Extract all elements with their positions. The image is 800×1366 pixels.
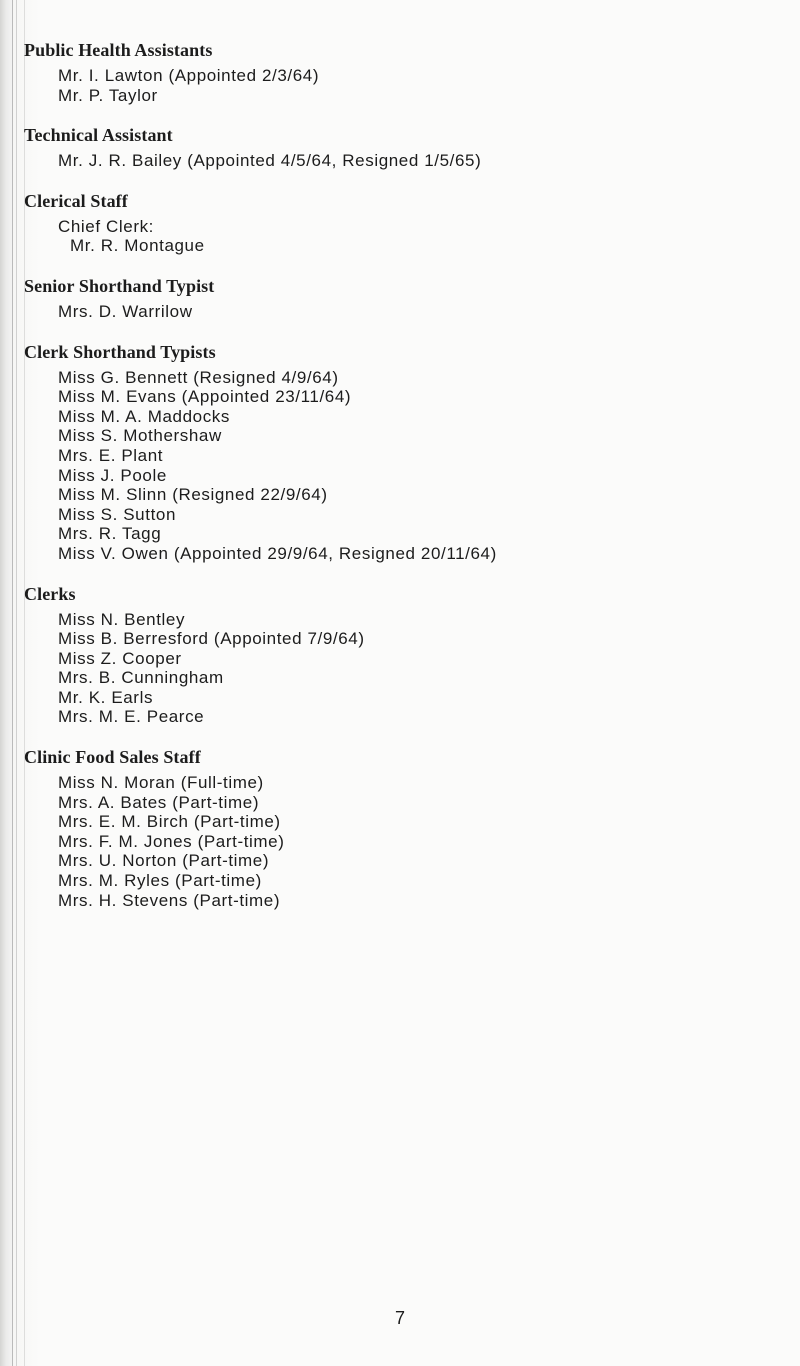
staff-entry: Miss M. A. Maddocks <box>58 406 230 426</box>
staff-list <box>24 38 764 928</box>
staff-entry: Mrs. M. E. Pearce <box>58 707 205 727</box>
staff-entry: Mr. J. R. Bailey (Appointed 4/5/64, Resigned 1/5/65) <box>58 151 482 171</box>
staff-entry: Miss S. Mothershaw <box>58 426 222 446</box>
section-title: Clerk Shorthand Typists <box>24 341 216 362</box>
staff-entry: Miss S. Sutton <box>58 504 176 524</box>
page-number: 7 <box>394 1308 405 1328</box>
staff-entry: Mr. P. Taylor <box>58 85 158 105</box>
binding-line <box>16 0 17 1366</box>
role-label: Chief Clerk: <box>58 216 155 236</box>
section-title: Senior Shorthand Typist <box>24 275 215 296</box>
staff-entry: Miss N. Bentley <box>58 609 186 629</box>
staff-entry: Mrs. A. Bates (Part-time) <box>58 792 260 812</box>
staff-entry: Miss V. Owen (Appointed 29/9/64, Resigned 20/11/64) <box>58 543 497 563</box>
staff-entry: Miss G. Bennett (Resigned 4/9/64) <box>58 367 339 387</box>
section-senior-shorthand-typist <box>24 274 764 322</box>
section-entries <box>24 610 764 728</box>
section-entries <box>24 217 764 256</box>
section-title: Clinic Food Sales Staff <box>24 747 201 768</box>
section-technical-assistant <box>24 123 764 171</box>
staff-entry: Miss N. Moran (Full-time) <box>58 773 264 793</box>
staff-entry: Miss M. Evans (Appointed 23/11/64) <box>58 387 352 407</box>
staff-entry: Miss J. Poole <box>58 465 167 485</box>
staff-entry: Mrs. E. M. Birch (Part-time) <box>58 812 281 832</box>
staff-entry: Mrs. F. M. Jones (Part-time) <box>58 831 285 851</box>
binding-line <box>12 0 13 1366</box>
staff-entry: Mrs. U. Norton (Part-time) <box>58 851 270 871</box>
staff-entry: Mrs. M. Ryles (Part-time) <box>58 871 262 891</box>
section-clerical-staff <box>24 189 764 256</box>
section-entries <box>24 773 764 910</box>
staff-entry: Mrs. B. Cunningham <box>58 668 224 688</box>
section-clerks <box>24 582 764 728</box>
section-entries <box>24 368 764 564</box>
staff-entry: Mrs. D. Warrilow <box>58 301 193 321</box>
staff-entry: Mr. I. Lawton (Appointed 2/3/64) <box>58 66 320 85</box>
staff-entry: Mrs. H. Stevens (Part-time) <box>58 890 281 910</box>
staff-entry: Mr. R. Montague <box>70 236 205 256</box>
section-title: Clerical Staff <box>24 190 128 211</box>
section-clinic-food-sales-staff <box>24 745 764 910</box>
staff-entry: Miss M. Slinn (Resigned 22/9/64) <box>58 485 328 505</box>
section-public-health-assistants <box>24 38 764 105</box>
section-title: Public Health Assistants <box>24 40 213 60</box>
staff-entry: Miss Z. Cooper <box>58 648 182 668</box>
staff-entry: Mrs. E. Plant <box>58 445 164 465</box>
section-title: Clerks <box>24 583 76 604</box>
section-title: Technical Assistant <box>24 125 173 146</box>
section-entries <box>24 66 764 105</box>
staff-entry: Mr. K. Earls <box>58 687 154 707</box>
staff-entry: Mrs. R. Tagg <box>58 524 162 544</box>
section-entries <box>24 302 764 322</box>
section-entries <box>24 151 764 171</box>
staff-entry: Miss B. Berresford (Appointed 7/9/64) <box>58 629 365 649</box>
section-clerk-shorthand-typists <box>24 340 764 564</box>
